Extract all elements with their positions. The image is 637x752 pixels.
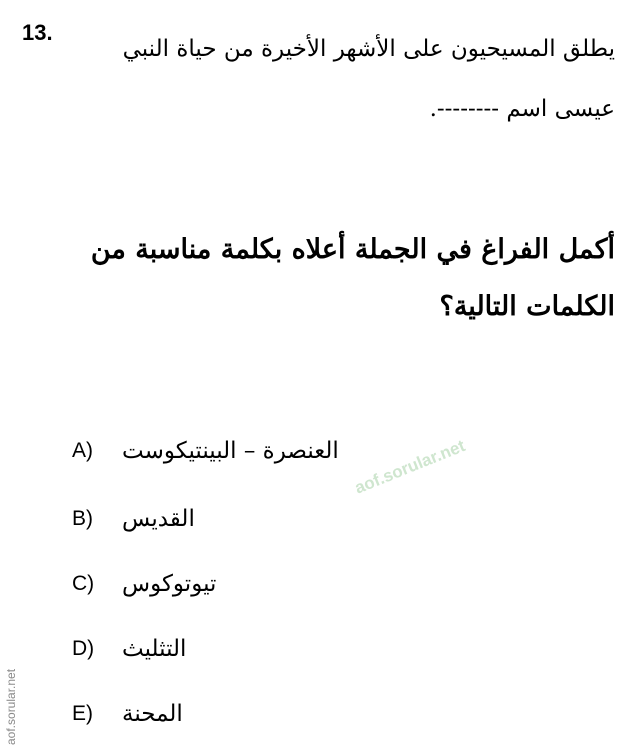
answer-option-a[interactable] bbox=[72, 434, 339, 468]
option-text: القديس bbox=[122, 506, 195, 532]
answer-option-b[interactable] bbox=[72, 502, 195, 536]
option-letter: B) bbox=[72, 507, 93, 530]
watermark-side: aof.sorular.net bbox=[4, 668, 18, 745]
question-stem-line-2: عيسى اسم --------. bbox=[429, 96, 615, 122]
option-text: العنصرة – البينتيكوست bbox=[122, 438, 339, 464]
option-letter: E) bbox=[72, 702, 93, 725]
option-text: تيوتوكوس bbox=[122, 571, 217, 597]
option-letter: C) bbox=[72, 572, 95, 595]
question-number: 13. bbox=[22, 20, 53, 45]
option-letter: D) bbox=[72, 637, 95, 660]
answer-option-d[interactable] bbox=[72, 632, 186, 666]
answer-option-c[interactable] bbox=[72, 567, 216, 601]
option-text: التثليث bbox=[122, 636, 187, 662]
watermark-diagonal: aof.sorular.net bbox=[352, 436, 468, 498]
answer-option-e[interactable] bbox=[72, 697, 183, 731]
option-text: المحنة bbox=[122, 701, 183, 727]
question-stem-line-1: يطلق المسيحيون على الأشهر الأخيرة من حياة النبي bbox=[122, 36, 615, 62]
instruction-line-2: الكلمات التالية؟ bbox=[439, 291, 615, 322]
instruction-line-1: أكمل الفراغ في الجملة أعلاه بكلمة مناسبة من bbox=[90, 234, 615, 265]
option-letter: A) bbox=[72, 439, 93, 462]
